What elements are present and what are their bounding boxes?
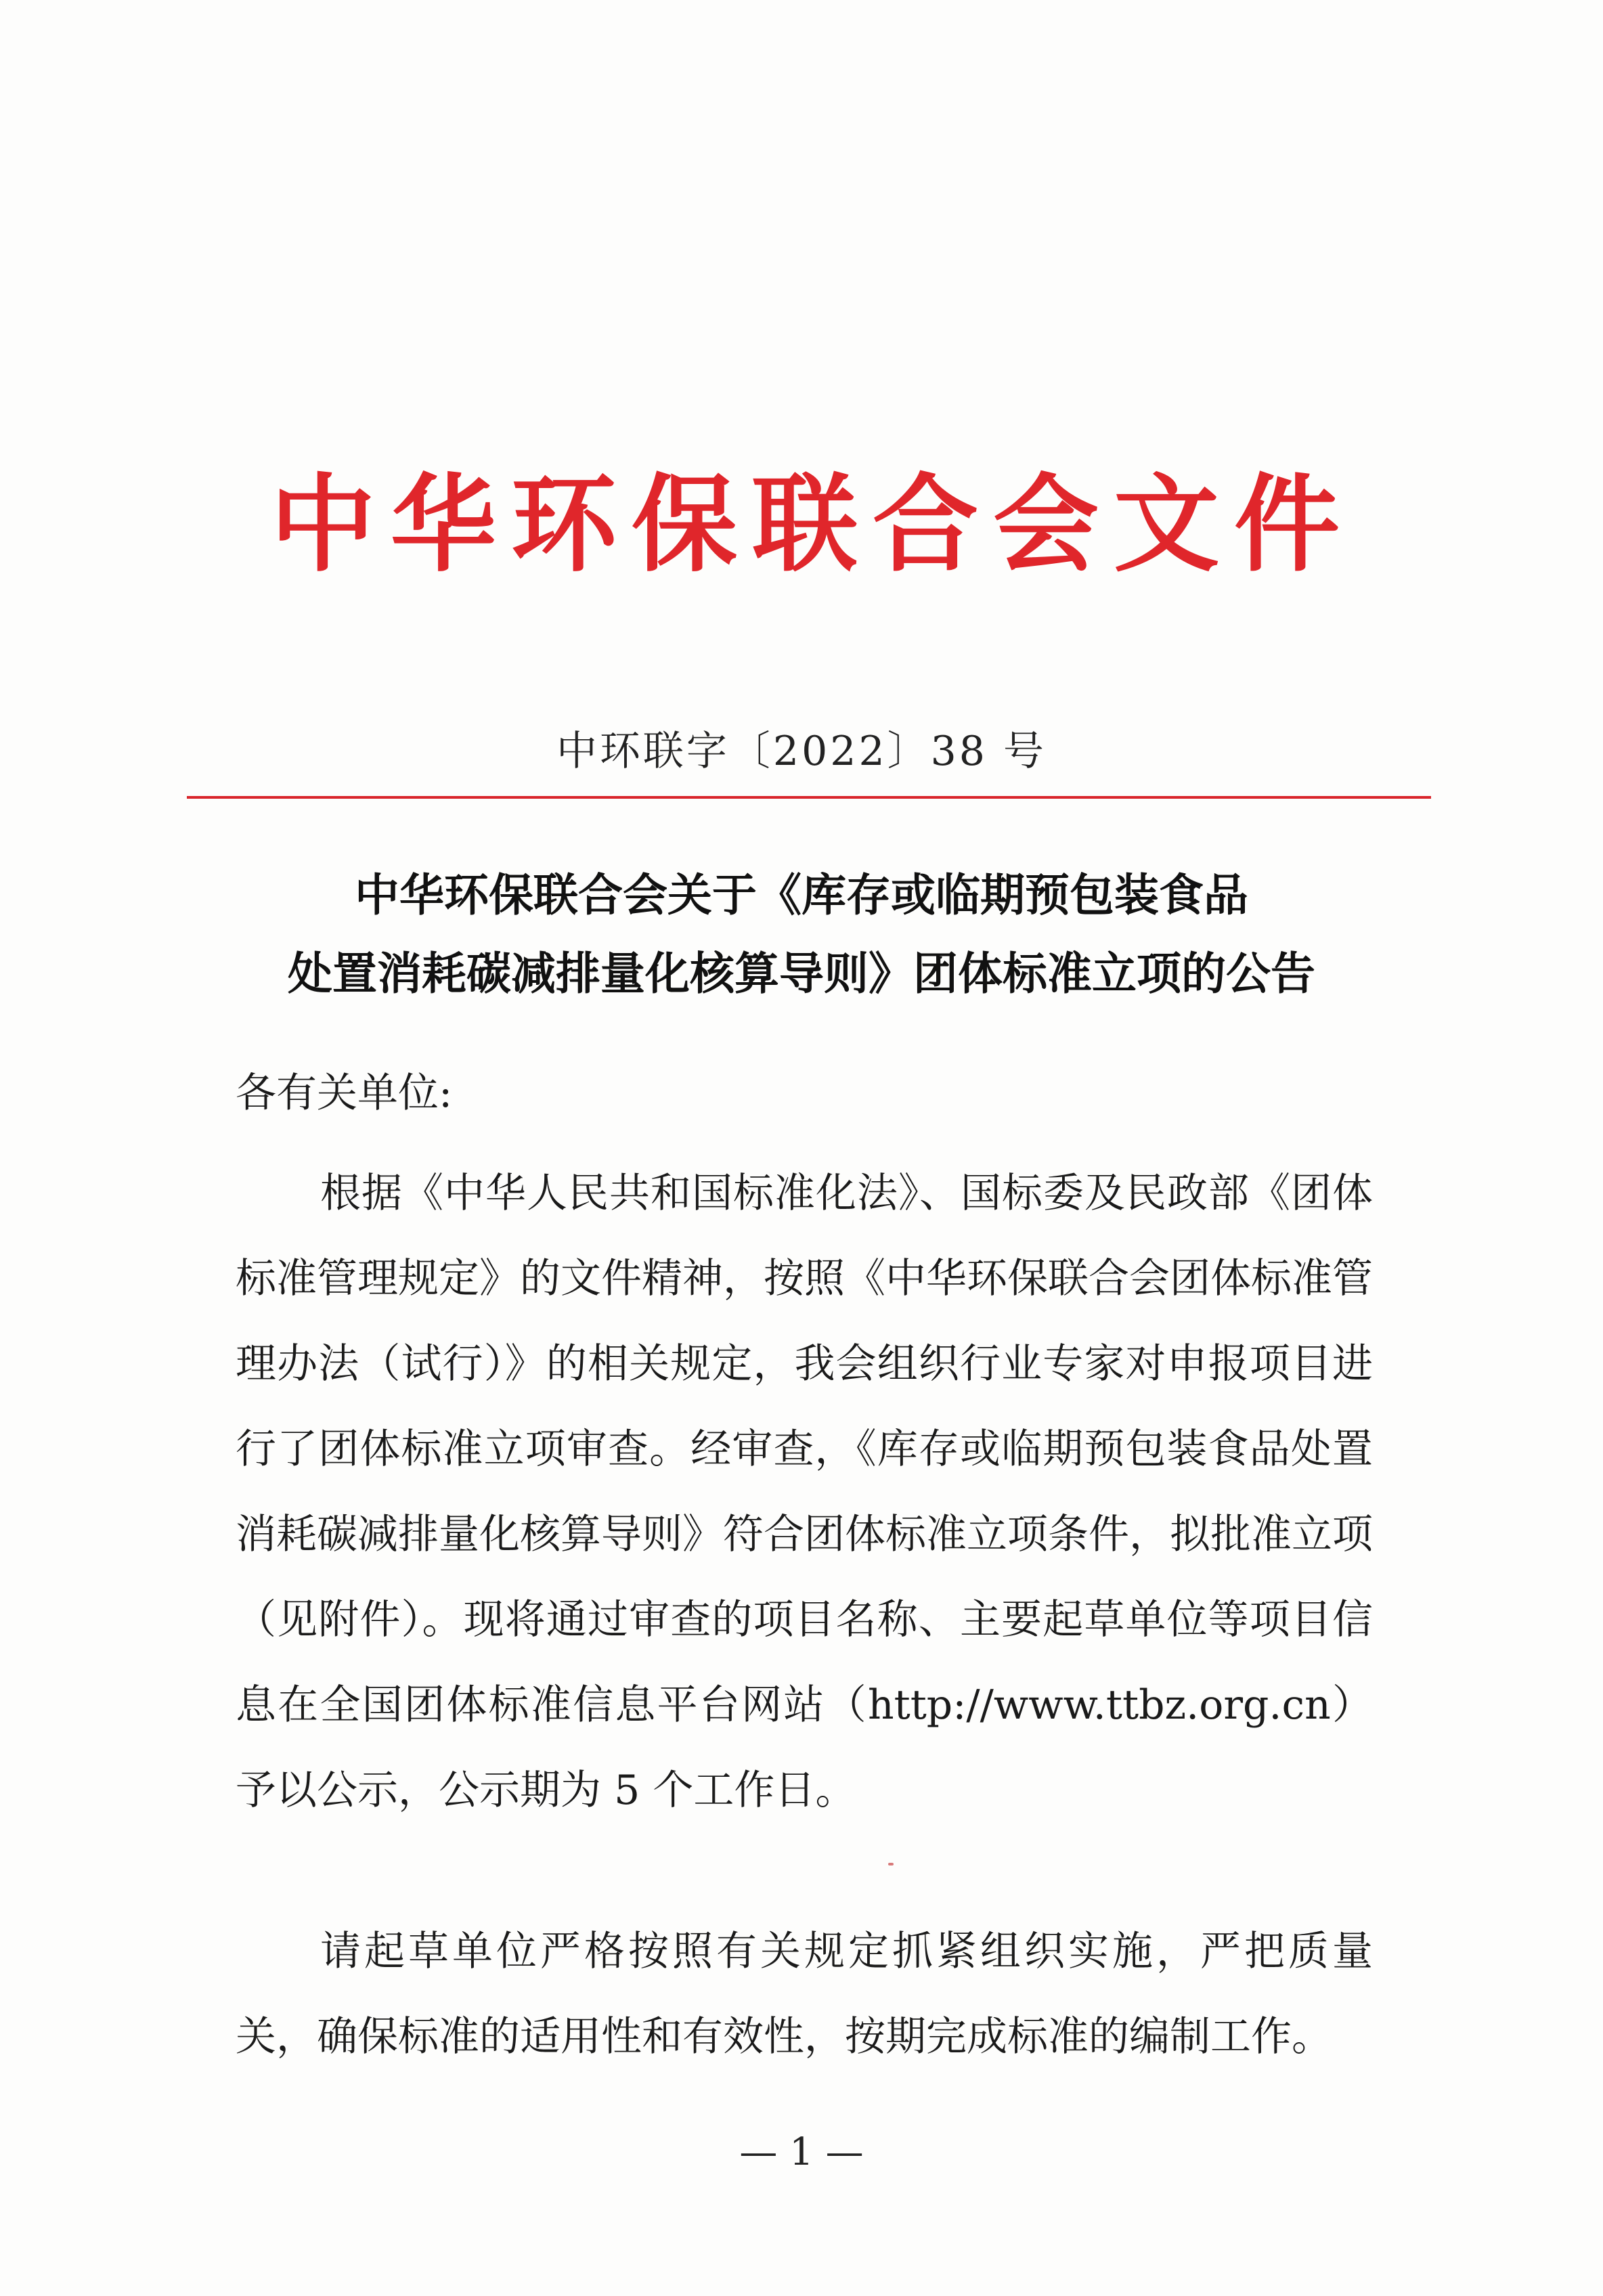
notice-title [135, 856, 1468, 1013]
body-paragraph-2: 请起草单位严格按照有关规定抓紧组织实施，严把质量关，确保标准的适用性和有效性，按期完成标准的编制工作。 [236, 1928, 1373, 2060]
document-header-title: 中华环保联合会文件 [270, 463, 1355, 586]
body-paragraph-1: 根据《中华人民共和国标准化法》、国标委及民政部《团体标准管理规定》的文件精神，按照《中华环保联合会团体标准管理办法（试行）》的相关规定，我会组织行业专家对申报项目进行了团体标准立项审查。经审查，《库存或临期预包装食品处置消耗碳减排量化核算导则》符合团体标准立项条件，拟批准立项（见附件）。现将通过审查的项目名称、主要起草单位等项目信息在全国团体标准信息平台网站（http://www.ttbz.org.cn）予以公示，公示期为 5 个工作日。 [236, 1170, 1373, 1814]
notice-title-line-1: 中华环保联合会关于《库存或临期预包装食品 [355, 869, 1248, 921]
document-number: 中环联字〔2022〕38 号 [556, 728, 1047, 775]
paper-speck [888, 1863, 894, 1866]
notice-title-line-2: 处置消耗碳减排量化核算导则》团体标准立项的公告 [288, 948, 1315, 1000]
salutation: 各有关单位: [236, 1069, 453, 1117]
page-number: — 1 — [739, 2130, 864, 2174]
red-divider [187, 796, 1431, 799]
